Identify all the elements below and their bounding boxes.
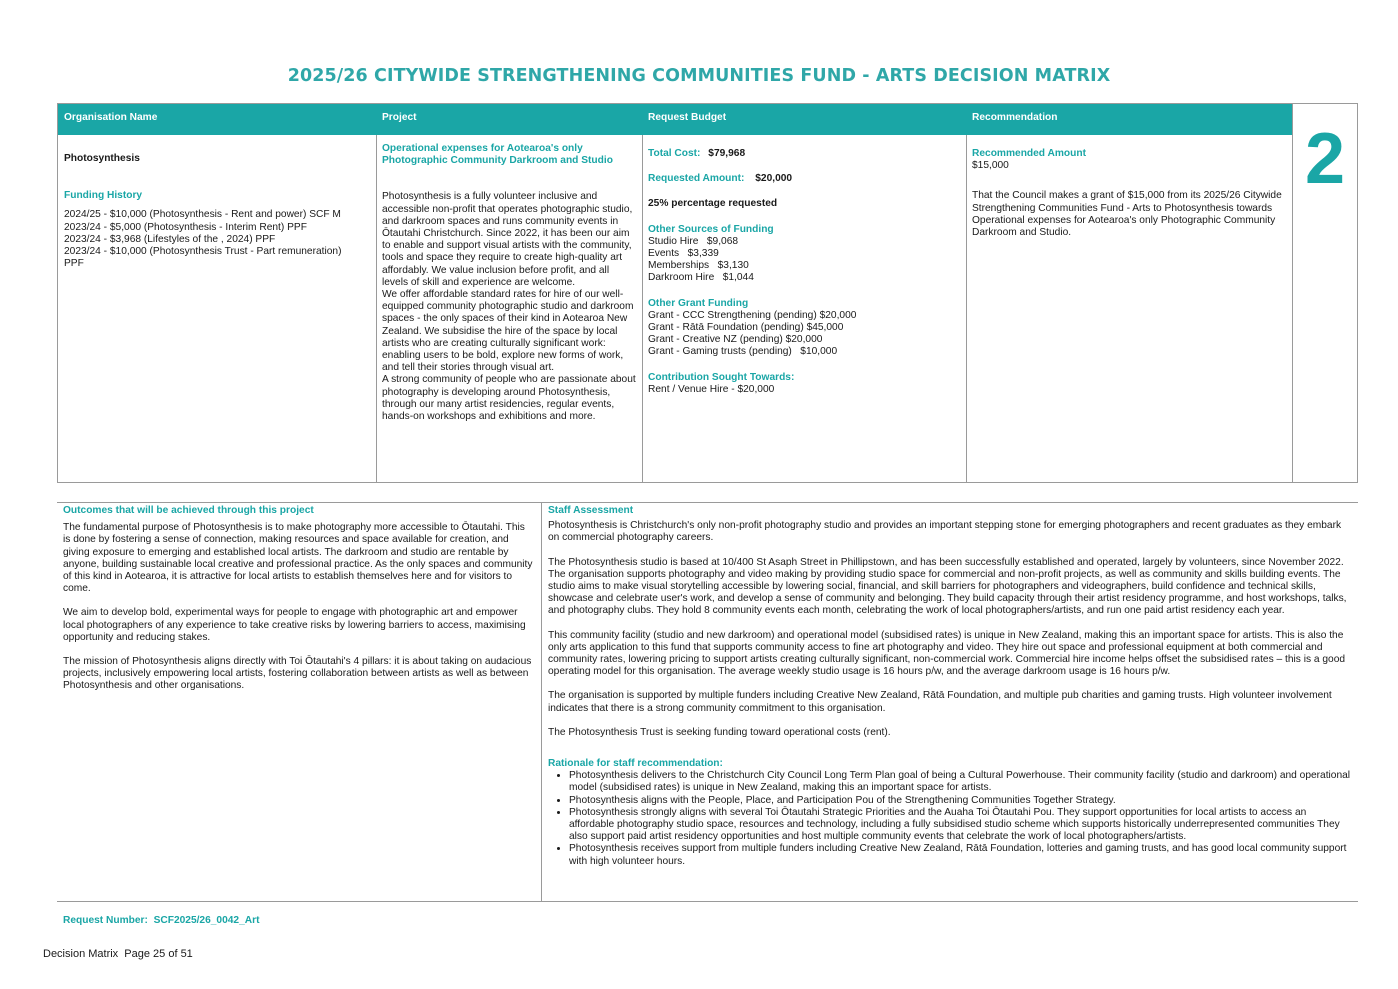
recommended-amount: $15,000 [972, 160, 1009, 172]
project-title: Operational expenses for Aotearoa's only Photographic Community Darkroom and Studio [382, 143, 613, 167]
rationale-label: Rationale for staff recommendation: [548, 758, 723, 770]
staff-paragraph: The organisation is supported by multiple funders including Creative New Zealand, Rātā Foundation, and multiple pub charities and gaming trusts. High volunteer involvement indicates that there is a strong community commitment to this organisation. [548, 690, 1332, 714]
outcomes-paragraph: We aim to develop bold, experimental ways for people to engage with photographic art and empower local photographers of any experience to take creative risks by lowering barriers to access, maximising opportunity and reducing stakes. [63, 607, 526, 643]
funding-history-item: 2023/24 - $10,000 (Photosynthesis Trust - Part remuneration) PPF [64, 246, 342, 270]
rationale-item: • Photosynthesis delivers to the Christchurch City Council Long Term Plan goal of being a Cultural Powerhouse. Their community facility (studio and darkroom) and operational model (subsidised rates) is unique in New Zealand, making this an important space for artists. [569, 770, 1352, 794]
staff-paragraph: This community facility (studio and new darkroom) and operational model (subsidised rates) is unique in New Zealand, making this an important space for artists. This is also the only arts application to this fund that supports community access to fine art photography and video. They hire out space and professional equipment at both commercial and community rates, lowering pricing to support artists creating culturally significant, non-commercial work. Commercial hire income helps offset the subsidised rates – this is a good operating model for this organisation. The average weekly studio usage is 16 hours p/w, and the average darkroom usage is 16 hours p/w. [548, 629, 1346, 678]
page-title: 2025/26 CITYWIDE STRENGTHENING COMMUNITIES FUND - ARTS DECISION MATRIX [287, 66, 1111, 86]
requested-label: Requested Amount: [648, 173, 745, 185]
contribution-label: Contribution Sought Towards: [648, 371, 795, 383]
total-cost-value: $79,968 [708, 148, 746, 159]
other-grant-item: Grant - Gaming trusts (pending) $10,000 [648, 346, 838, 358]
recommendation-header: Recommendation [966, 104, 1292, 135]
other-source-item: Darkroom Hire $1,044 [648, 272, 754, 284]
staff-paragraph: The Photosynthesis Trust is seeking funding toward operational costs (rent). [548, 726, 891, 738]
item-number-badge: 2 [1304, 119, 1346, 199]
organisation-name: Photosynthesis [64, 153, 140, 164]
rationale-item: • Photosynthesis strongly aligns with several Toi Ōtautahi Strategic Priorities and the Auaha Toi Ōtautahi Pou. They support opportunities for local artists to access an affordable photography studio space, resources and technology, including a fully subsidised studio scheme which supports historically underrepresented communities They also support paid artist residency opportunities and host multiple community events that celebrate the work of local photographers/artists. [569, 807, 1352, 844]
other-grant-item: Grant - Creative NZ (pending) $20,000 [648, 334, 823, 346]
recommendation-column [966, 104, 1293, 482]
summary-table [57, 103, 1358, 483]
project-paragraph: We offer affordable standard rates for hire of our well-equipped community photographic studio and darkroom spaces - the only spaces of their kind in Aotearoa New Zealand. We subsidise the hire of the space by local artists who are creating culturally significant work: enabling users to be bold, explore new forms of work, and tell their stories through visual art. [382, 289, 634, 374]
outcomes-label: Outcomes that will be achieved through this project [63, 505, 314, 516]
rationale-item: • Photosynthesis receives support from multiple funders including Creative New Zealand, Rātā Foundation, lotteries and gaming trusts, and has good local community support with high volunteer hours. [569, 843, 1352, 867]
page-footer: Decision Matrix Page 25 of 51 [43, 948, 193, 960]
project-header: Project [376, 104, 642, 135]
recommended-amount-label: Recommended Amount [972, 148, 1086, 159]
organisation-column [58, 104, 377, 482]
total-cost-label: Total Cost: [648, 148, 701, 159]
other-source-item: Studio Hire $9,068 [648, 235, 739, 247]
funding-history-item: 2023/24 - $3,968 (Lifestyles of the , 2024) PPF [64, 233, 276, 245]
staff-assessment-panel [542, 503, 1358, 901]
contribution-value: Rent / Venue Hire - $20,000 [648, 383, 775, 395]
outcomes-panel [57, 503, 542, 901]
organisation-header: Organisation Name [58, 104, 376, 135]
budget-header: Request Budget [642, 104, 966, 135]
funding-history-label: Funding History [64, 190, 143, 202]
other-grant-item: Grant - CCC Strengthening (pending) $20,000 [648, 309, 857, 321]
outcomes-paragraph: The fundamental purpose of Photosynthesis is to make photography more accessible to Ōtautahi. This is done by fostering a sense of connection, making resources and space available for creation, and giving exposure to emerging and established local artists. The darkroom and studio are rentable by anyone, building sustainable local creative and professional practice. As the only spaces and community of this kind in Aotearoa, it is attractive for local artists to establish themselves here and for visitors to come. [63, 522, 533, 595]
project-paragraph: Photosynthesis is a fully volunteer inclusive and accessible non-profit that operates photographic studio, and darkroom spaces and runs community events in Ōtautahi Christchurch. Since 2022, it has been our aim to enable and support visual artists with the community, tools and space they require to create high-quality art affordably. We value inclusion before profit, and all levels of skill and experience are welcome. [382, 191, 633, 288]
funding-history-item: 2023/24 - $5,000 (Photosynthesis - Interim Rent) PPF [64, 221, 307, 233]
request-number: Request Number: SCF2025/26_0042_Art [63, 915, 260, 926]
project-column [376, 104, 643, 482]
funding-history-item: 2024/25 - $10,000 (Photosynthesis - Rent and power) SCF M [64, 209, 341, 221]
other-sources-label: Other Sources of Funding [648, 223, 774, 235]
other-source-item: Memberships $3,130 [648, 260, 749, 272]
rationale-list [548, 770, 1352, 868]
budget-column [642, 104, 967, 482]
requested-row [648, 173, 960, 185]
percentage-requested: 25% percentage requested [648, 198, 778, 210]
other-grant-item: Grant - Rātā Foundation (pending) $45,000 [648, 322, 844, 334]
staff-paragraph: Photosynthesis is Christchurch's only non-profit photography studio and provides an important stepping stone for emerging photographers and recent graduates as they embark on commercial photography careers. [548, 520, 1342, 544]
other-grants-label: Other Grant Funding [648, 297, 749, 309]
staff-paragraph: The Photosynthesis studio is based at 10/400 St Asaph Street in Phillipstown, and has been successfully established and operated, largely by volunteers, since November 2022. The organisation supports photography and video making by providing studio space for commercial and non-profit projects, as well as community and skills building events. The studio aims to make visual storytelling accessible by lowering social, financial, and skill barriers for photographers and videographers, build confidence and technical skills, showcase and celebrate user's work, and develop a sense of community and belonging. They build capacity through their artist residency programme, and host workshops, talks, and photography clubs. They hold 8 community events each month, celebrating the work of local photographers/artists, and run one paid artist residency each year. [548, 556, 1347, 617]
rationale-item: • Photosynthesis aligns with the People, Place, and Participation Pou of the Strengthening Communities Together Strategy. [569, 795, 1352, 807]
staff-assessment-label: Staff Assessment [548, 505, 634, 516]
outcomes-paragraph: The mission of Photosynthesis aligns directly with Toi Ōtautahi's 4 pillars: it is about taking on audacious projects, inclusively empowering local artists, fostering collaboration between artists as well as between Photosynthesis and other organisations. [63, 656, 532, 692]
recommendation-text: That the Council makes a grant of $15,000 from its 2025/26 Citywide Strengthening Communities Fund - Arts to Photosynthesis towards Operational expenses for Aotearoa's only Photographic Community Darkroom and Studio. [972, 190, 1282, 239]
other-source-item: Events $3,339 [648, 248, 719, 260]
project-paragraph: A strong community of people who are passionate about photography is developing around Photosynthesis, through our many artist residencies, regular events, hands-on workshops and exhibitions and more. [382, 374, 636, 423]
requested-value: $20,000 [755, 173, 793, 185]
total-cost-row [648, 148, 960, 160]
assessment-section [57, 502, 1358, 902]
